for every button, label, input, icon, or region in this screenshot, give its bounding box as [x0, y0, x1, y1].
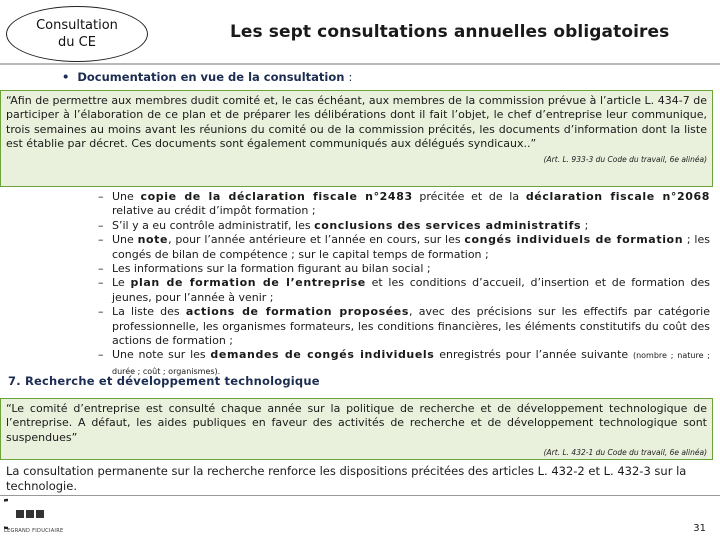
documents-list	[98, 190, 710, 379]
list-item: – S’il y a eu contrôle administratif, les conclusions des services administratifs ;	[98, 219, 710, 233]
badge-line-1: Consultation	[36, 18, 118, 33]
header-divider	[0, 63, 720, 65]
legal-quote-box	[0, 90, 713, 187]
list-item: – Une copie de la déclaration fiscale n°2483 précitée et de la déclaration fiscale n°2068 relative au crédit d’impôt formation ;	[98, 190, 710, 219]
logo-text: LEGRAND FIDUCIAIRE	[4, 528, 64, 534]
legal-quote-text: “Afin de permettre aux membres dudit comité et, le cas échéant, aux membres de la commission prévue à l’article L. 434-7 de participer à l’élaboration de ce plan et de préparer les délibérations dont il fait l’objet, le chef d’entreprise leur communique, trois semaines au moins avant les réunions du comité ou de la commission précités, les documents d’information dont la liste est établie par décret. Ces documents sont également communiqués aux délégués syndicaux..”	[6, 94, 707, 151]
section-heading: 7. Recherche et développement technologique	[8, 374, 320, 388]
list-item: – La liste des actions de formation proposées, avec des précisions sur les effectifs par catégorie professionnelle, les organismes formateurs, les conditions financières, les éléments constitutifs du coût des actions de formation ;	[98, 305, 710, 348]
badge-line-2: du CE	[58, 35, 96, 50]
list-item: – Les informations sur la formation figurant au bilan social ;	[98, 262, 710, 276]
list-item: – Le plan de formation de l’entreprise et les conditions d’accueil, d’insertion et de formation des jeunes, pour l’année à venir ;	[98, 276, 710, 305]
list-item: – Une note sur les demandes de congés individuels enregistrés pour l’année suivante (nombre ; nature ; durée ; coût ; organismes).	[98, 348, 710, 379]
conclusion-paragraph: La consultation permanente sur la recherche renforce les dispositions précitées des articles L. 432-2 et L. 432-3 sur la technologie.	[6, 464, 687, 493]
legal-quote-text-2: “Le comité d’entreprise est consulté chaque année sur la politique de recherche et de développement technologique de l’entreprise. A défaut, les aides publiques en faveur des activités de recherche et de développement technologique sont suspendues”	[6, 402, 707, 444]
documentation-label: Documentation en vue de la consultation	[77, 70, 345, 84]
footer-divider	[0, 495, 720, 496]
list-item: – Une note, pour l’année antérieure et l’année en cours, sur les congés individuels de formation ; les congés de bilan de compétence ; sur le capital temps de formation ;	[98, 233, 710, 262]
page-number: 31	[693, 523, 706, 534]
documentation-colon: :	[348, 70, 353, 84]
consultation-badge	[6, 6, 148, 62]
legal-quote-reference: (Art. L. 933-3 du Code du travail, 6e alinéa)	[543, 154, 707, 164]
documentation-heading	[62, 70, 352, 84]
legal-quote-reference-2: (Art. L. 432-1 du Code du travail, 6e alinéa)	[543, 448, 707, 458]
legal-quote-box-2	[0, 398, 713, 460]
bullet-icon: •	[62, 70, 70, 84]
page-title: Les sept consultations annuelles obligatoires	[230, 22, 670, 42]
